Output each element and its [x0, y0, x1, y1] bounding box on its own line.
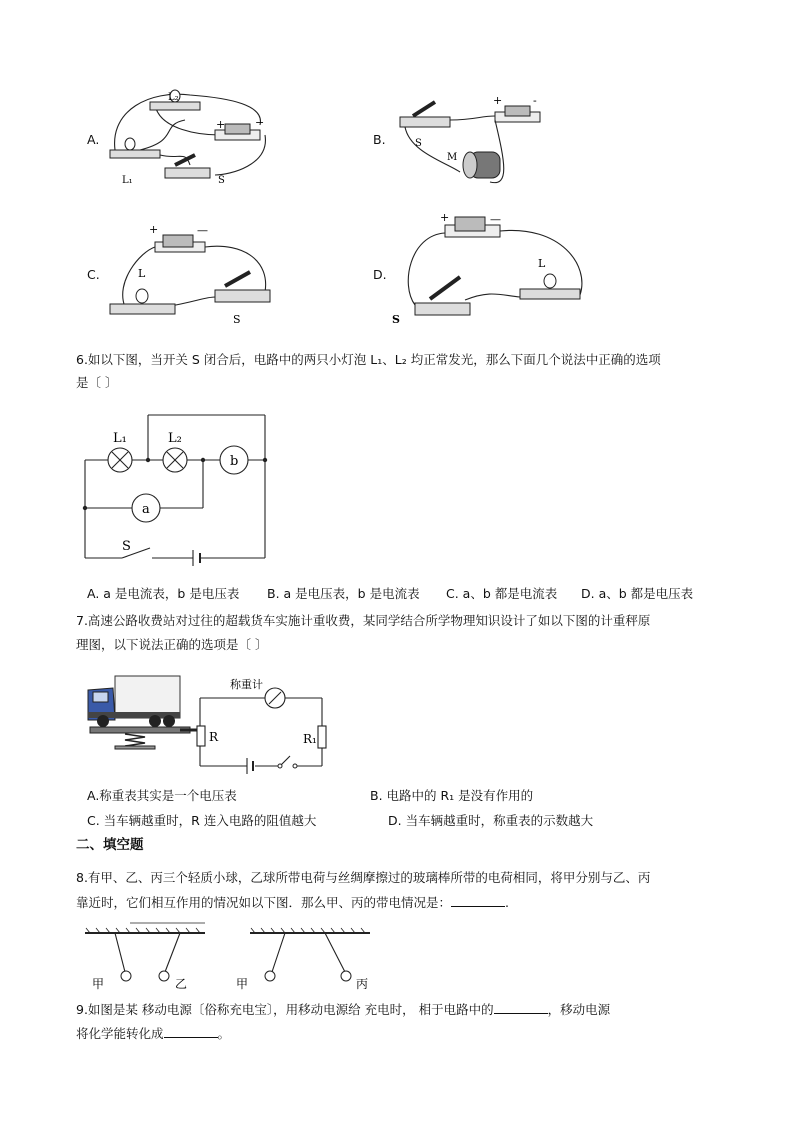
label-m: M — [447, 152, 458, 163]
option-d-circuit-diagram — [390, 205, 590, 330]
q9-answer-blank-2[interactable] — [164, 1025, 218, 1038]
option-d-letter: D. — [373, 267, 387, 282]
q6-option-d[interactable]: D. a、b 都是电压表 — [581, 586, 694, 601]
q9-stem-line2 — [76, 1025, 230, 1043]
q6-stem-line2: 是〔 〕 — [76, 375, 118, 390]
label-s: S — [218, 175, 225, 186]
label-plus: + — [440, 211, 450, 224]
label-plus: + — [149, 223, 159, 236]
label-minus: — — [490, 213, 501, 226]
label-l2: L₂ — [168, 431, 182, 446]
q7-option-a[interactable]: A.称重表其实是一个电压表 — [87, 788, 237, 803]
q7-option-d[interactable]: D. 当车辆越重时，称重表的示数越大 — [388, 813, 594, 828]
resistor-r-label: R — [209, 730, 219, 744]
q8-balls-diagram — [80, 918, 380, 993]
q6-option-a[interactable]: A. a 是电流表，b 是电压表 — [87, 586, 240, 601]
resistor-r1-label: R₁ — [303, 732, 317, 746]
q7-stem-line2: 理图，以下说法正确的选项是〔 〕 — [76, 637, 268, 652]
label-plus: + — [216, 118, 226, 131]
q6-circuit-diagram — [80, 410, 275, 565]
option-c-letter: C. — [87, 267, 100, 282]
q9-stem-text-3: 将化学能转化成 — [76, 1026, 164, 1041]
ball-yi-label: 乙 — [175, 977, 188, 991]
q6-stem-line1: 6.如以下图，当开关 S 闭合后，电路中的两只小灯泡 L₁、L₂ 均正常发光，那么下面几个说法中正确的选项 — [76, 352, 661, 367]
label-minus: - — [533, 94, 537, 107]
q8-answer-blank[interactable] — [451, 894, 505, 907]
label-plus: + — [493, 94, 503, 107]
label-l: L — [538, 257, 546, 270]
label-minus: − — [255, 116, 265, 129]
label-s: S — [415, 138, 422, 149]
option-a-letter: A. — [87, 132, 100, 147]
meter-b-label: b — [230, 454, 239, 469]
q7-weighing-diagram — [85, 668, 335, 778]
q7-option-c[interactable]: C. 当车辆越重时，R 连入电路的阻值越大 — [87, 813, 317, 828]
q8-stem-end: . — [505, 895, 509, 910]
q9-stem-line1 — [76, 1001, 610, 1019]
ball-jia-label-1: 甲 — [92, 977, 105, 991]
q8-stem-line2 — [76, 894, 509, 912]
ball-bing-label: 丙 — [356, 977, 369, 991]
label-s: S — [392, 313, 400, 326]
label-minus: — — [197, 224, 208, 237]
meter-a-label: a — [142, 502, 150, 517]
q9-stem-text-4: 。 — [217, 1026, 231, 1041]
label-l2: L₂ — [168, 92, 179, 103]
ball-jia-label-2: 甲 — [236, 977, 249, 991]
q8-stem-text: 靠近时，它们相互作用的情况如以下图．那么甲、丙的带电情况是： — [76, 895, 452, 910]
option-a-circuit-diagram — [100, 80, 290, 195]
meter-label: 称重计 — [230, 678, 263, 691]
q9-answer-blank-1[interactable] — [494, 1001, 548, 1014]
q6-option-b[interactable]: B. a 是电压表，b 是电流表 — [267, 586, 420, 601]
q7-option-b[interactable]: B. 电路中的 R₁ 是没有作用的 — [370, 788, 534, 803]
label-l1: L₁ — [122, 175, 133, 186]
q8-stem-line1: 8.有甲、乙、丙三个轻质小球，乙球所带电荷与丝绸摩擦过的玻璃棒所带的电荷相同，将甲分别与乙、丙 — [76, 870, 651, 885]
option-b-circuit-diagram — [395, 92, 555, 192]
q6-option-c[interactable]: C. a、b 都是电流表 — [446, 586, 558, 601]
section-title: 二、填空题 — [76, 837, 144, 853]
truck-image — [88, 676, 180, 727]
label-l: L — [138, 267, 146, 280]
option-c-circuit-diagram — [105, 222, 285, 327]
q9-stem-text-2: ，移动电源 — [547, 1002, 611, 1017]
q9-stem-text-1: 9.如图是某 移动电源〔俗称充电宝〕，用移动电源给 充电时， 相于电路中的 — [76, 1002, 494, 1017]
option-b-letter: B. — [373, 132, 386, 147]
label-s: S — [233, 313, 241, 326]
q7-stem-line1: 7.高速公路收费站对过往的超载货车实施计重收费，某同学结合所学物理知识设计了如以下图的计重秤原 — [76, 613, 651, 628]
label-l1: L₁ — [113, 431, 127, 446]
switch-label: S — [122, 539, 131, 554]
